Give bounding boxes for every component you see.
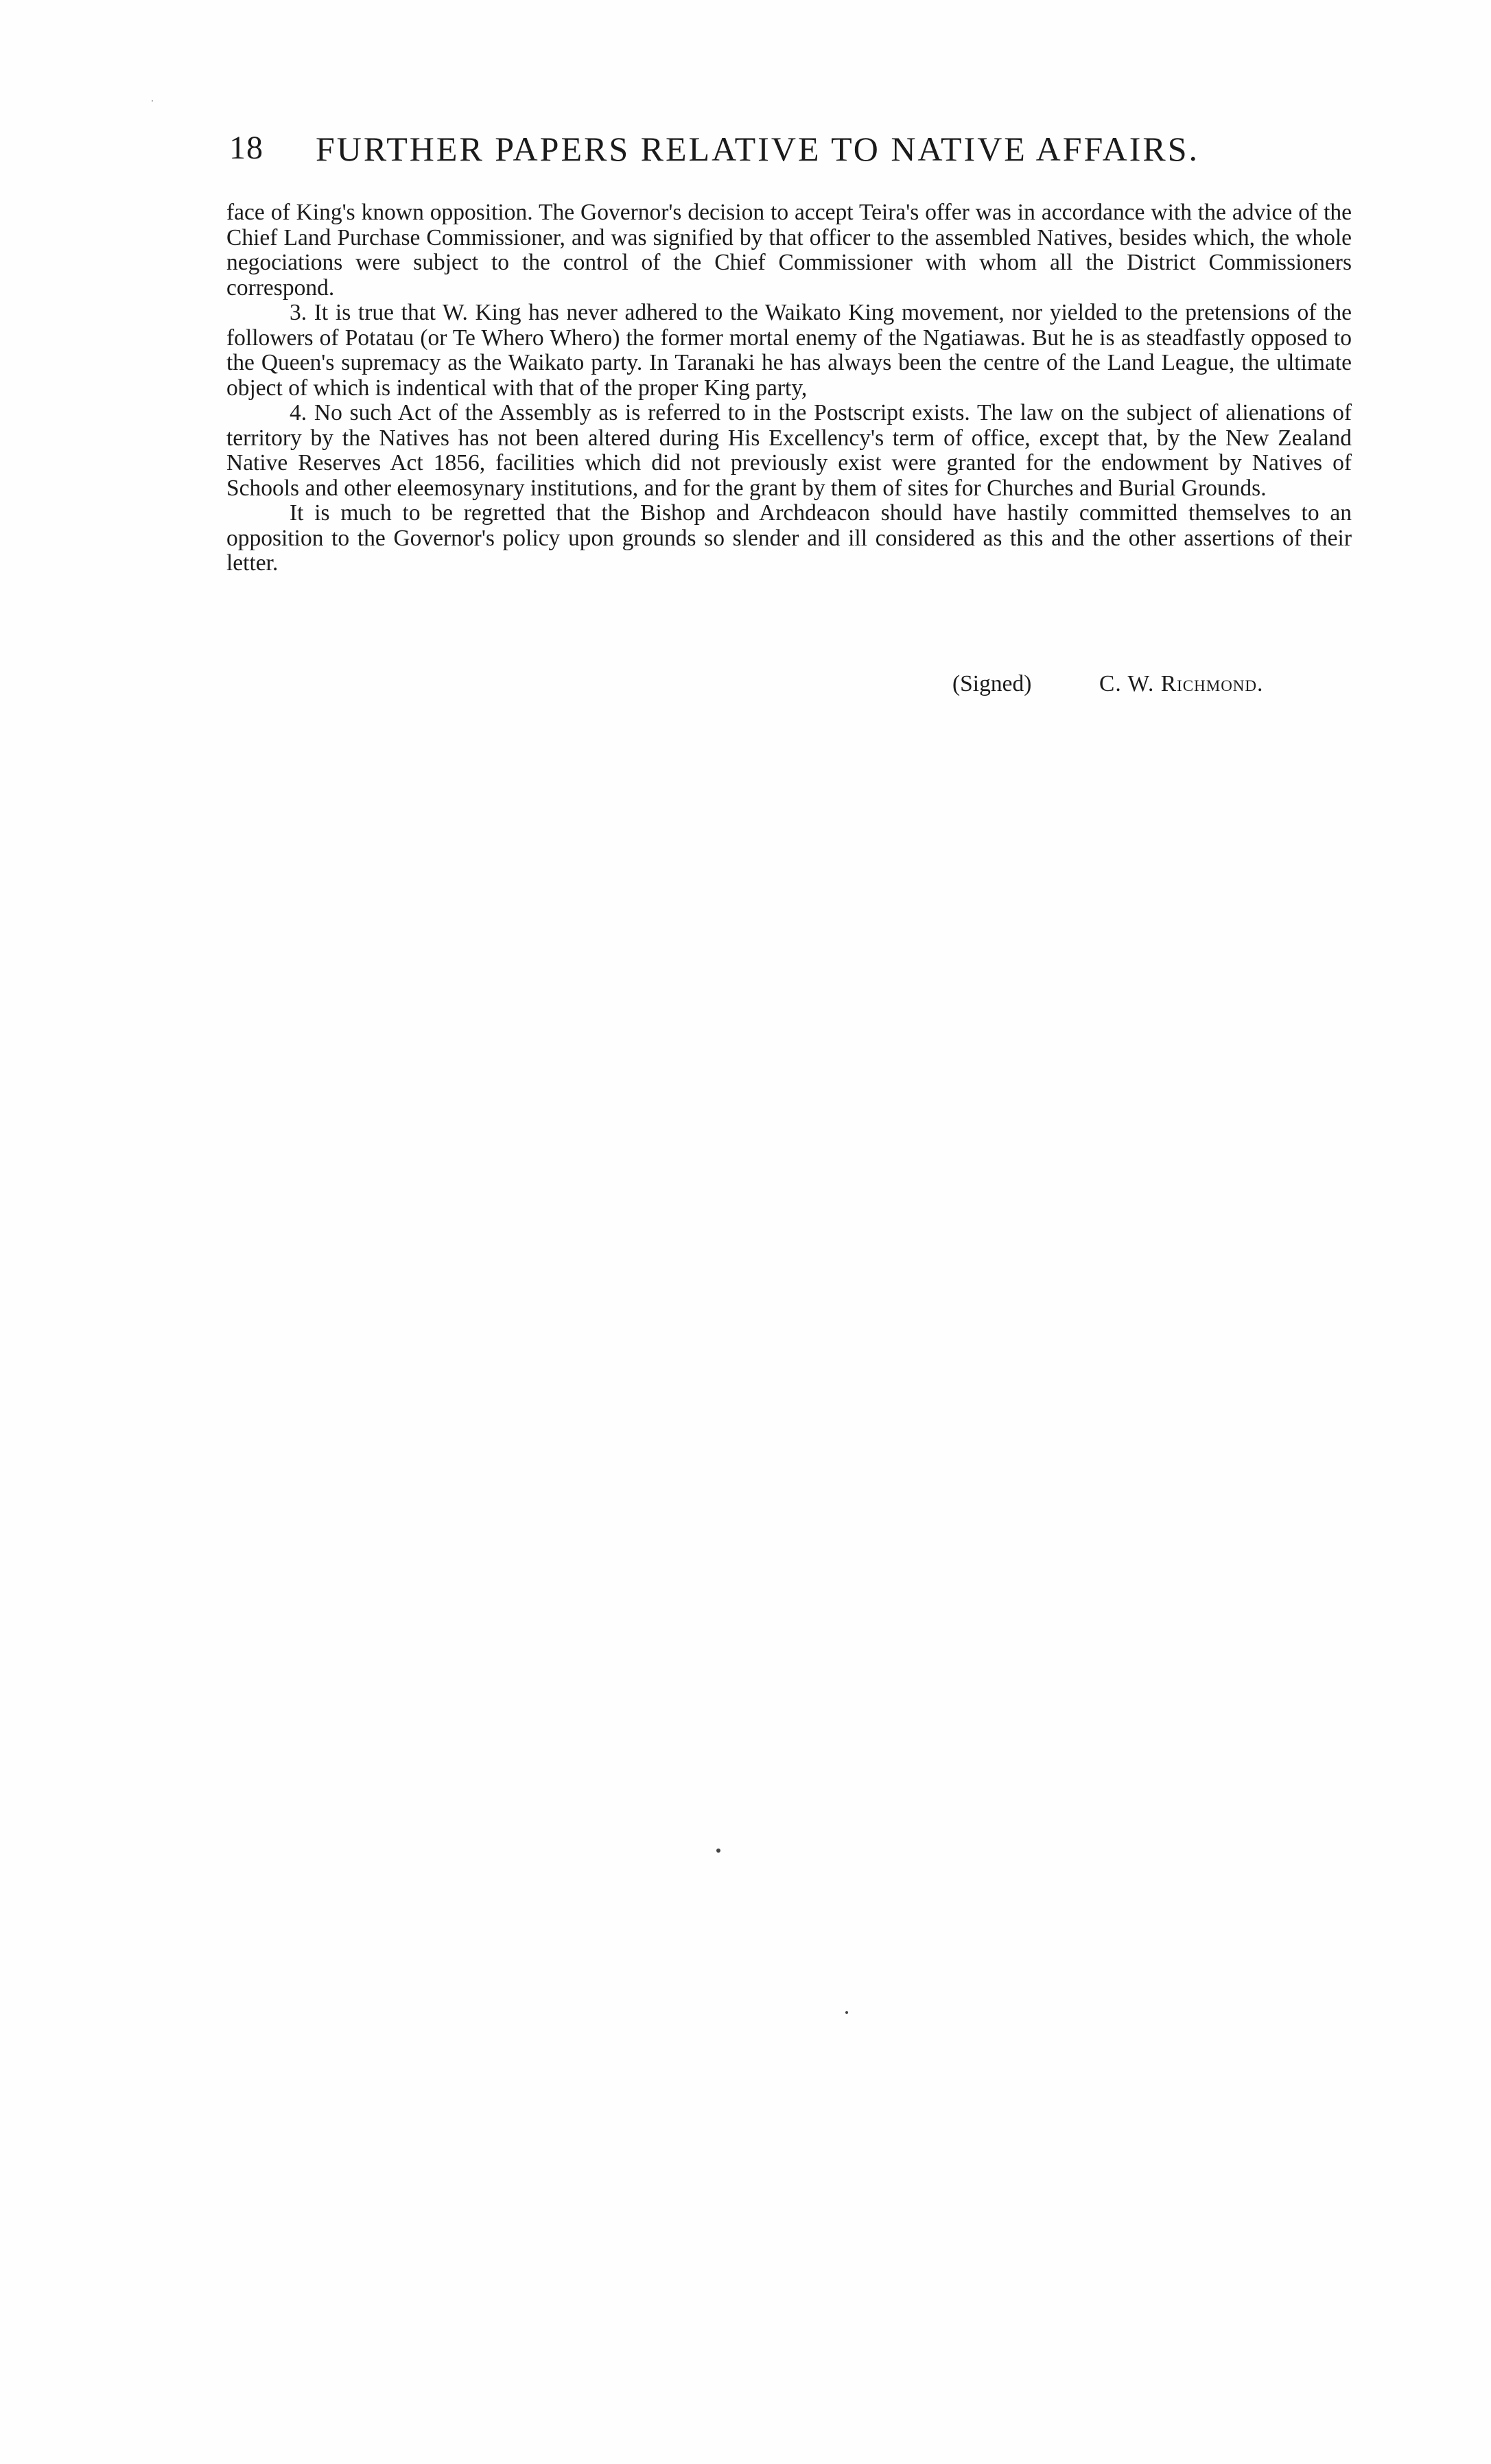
page-header — [229, 129, 1354, 177]
paragraph-4: It is much to be regretted that the Bishop and Archdeacon should have hastily committed themselves to an opposition to the Governor's policy upon grounds so slender and ill considered as this and the other assertions of their letter. — [226, 500, 1352, 576]
paragraph-2: 3. It is true that W. King has never adhered to the Waikato King movement, nor yielded to the pretensions of the followers of Potatau (or Te Whero Whero) the former mortal enemy of the Ngatiawas. But he is as steadfastly opposed to the Queen's supremacy as the Waikato party. In Taranaki he has always been the centre of the Land League, the ultimate object of which is indentical with that of the proper King party, — [226, 300, 1352, 401]
running-title: FURTHER PAPERS RELATIVE TO NATIVE AFFAIRS. — [316, 130, 1200, 168]
signatory-name: C. W. Richmond. — [1099, 671, 1264, 696]
signed-label: (Signed) — [952, 671, 1032, 696]
scan-speck — [716, 1849, 720, 1853]
body-text — [226, 200, 1352, 576]
paragraph-1: face of King's known opposition. The Governor's decision to accept Teira's offer was in accordance with the advice of the Chief Land Purchase Commissioner, and was signified by that officer to the assembled Natives, besides which, the whole negociations were subject to the control of the Chief Commissioner with whom all the District Commissioners correspond. — [226, 200, 1352, 301]
paragraph-3: 4. No such Act of the Assembly as is referred to in the Postscript exists. The law on the subject of alienations of territory by the Natives has not been altered during His Excellency's term of office, except that, by the New Zealand Native Reserves Act 1856, facilities which did not previously exist were granted for the endowment by Natives of Schools and other eleemosynary institutions, and for the grant by them of sites for Churches and Burial Grounds. — [226, 400, 1352, 501]
page-number: 18 — [229, 130, 263, 166]
scan-speck — [152, 100, 153, 102]
scan-speck — [845, 2011, 848, 2014]
